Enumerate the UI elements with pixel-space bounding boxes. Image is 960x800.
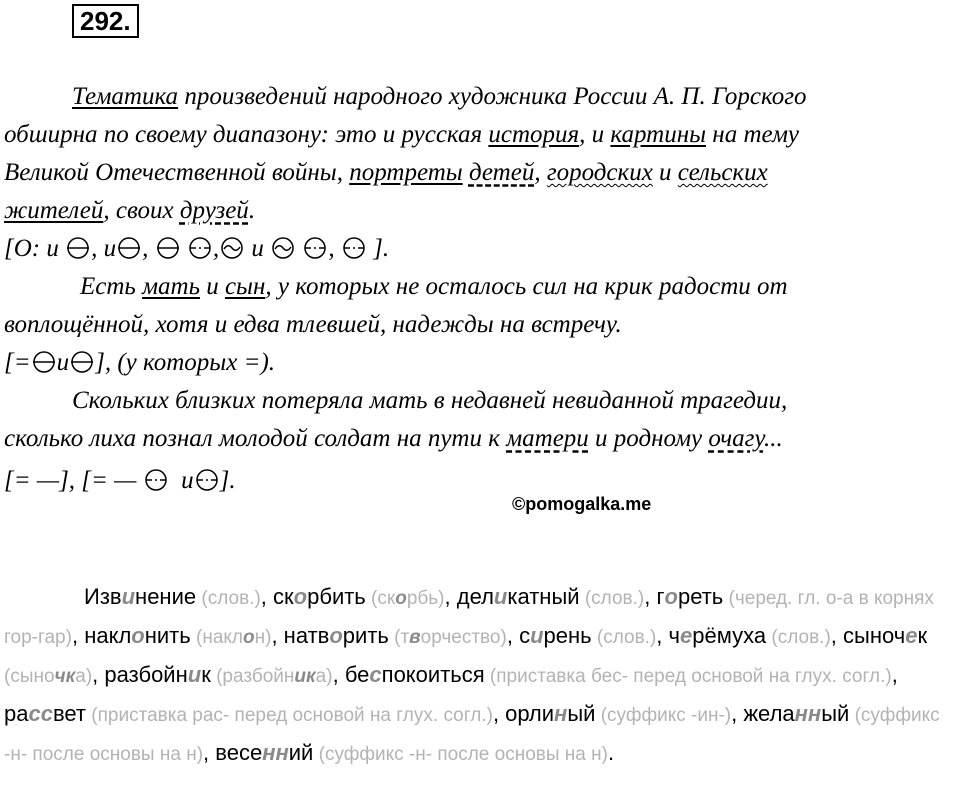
highlighted-letter: о [329,623,343,648]
hint-part: орчество) [420,627,507,648]
word-subject: картины [610,121,707,148]
word-part: г [656,584,665,609]
word-part: Изв [84,584,122,609]
word-part: сыноч [843,623,906,648]
text-fragment: обширна по своему диапазону: это и русская [4,121,489,148]
text-fragment: на тему [706,121,800,148]
scheme-text: , [91,235,98,262]
highlighted-letter: нн [262,740,289,765]
word-part: катный [507,584,580,609]
word-subject: история [488,121,580,148]
word-part: натв [283,623,330,648]
word-part: рёмуха [692,623,767,648]
word-part: орли [505,701,555,726]
hint-highlight: в [409,627,421,648]
separator: , [92,662,105,687]
highlighted-letter: е [680,623,693,648]
circle-dash-dot-icon [304,237,326,259]
scheme-text: , [328,235,335,262]
scheme-text: [= —], [= — [4,467,137,494]
circle-line-icon [118,237,140,259]
spelling-word [4,701,86,726]
exercise-number: 292. [72,4,139,38]
text-fragment: ... [763,425,783,452]
text-fragment: и [199,273,225,300]
sentence1-line4 [4,196,255,226]
hint-part: рбь) [406,588,445,609]
word-subject: мать [142,273,200,300]
highlighted-letter: е [905,623,918,648]
separator: , [492,701,506,726]
spelling-words-paragraph [4,578,956,773]
hint-part: (ск [365,588,396,609]
hint-part: (сыно [4,666,55,687]
hint-highlight: о [243,627,255,648]
spelling-word [215,740,313,765]
separator: , [332,662,345,687]
separator: , [444,584,457,609]
hint: (черед. гл. о-а в корнях гор-гар) [4,588,934,648]
spelling-word [519,623,592,648]
word-part: дел [456,584,494,609]
word-part: ск [273,584,294,609]
text-fragment: . [248,197,256,224]
spelling-word [104,662,210,687]
scheme-text: ]. [219,467,236,494]
circle-dash-dot-icon [196,469,218,491]
scheme-text: , [142,235,149,262]
separator: , [731,701,744,726]
hint [389,627,507,648]
word-part: ч [668,623,680,648]
hint: (суффикс -н- после основы на н) [4,705,940,765]
word-part: к [917,623,928,648]
spelling-word [505,701,595,726]
word-part: бе [344,662,370,687]
scheme-text: ]. [373,235,390,262]
sentence3-line2 [4,424,783,454]
hint-part: (разбойн [210,666,295,687]
word-subject: портреты [349,159,463,186]
hint-highlight: чк [54,666,76,687]
scheme-text: и [251,235,264,262]
circle-wave-icon [221,237,243,259]
highlighted-letter: и [493,584,508,609]
highlighted-letter: и [121,584,136,609]
separator: , [271,623,284,648]
word-object: очагу [708,425,764,452]
word-part: к [201,662,211,687]
word-part: ий [288,740,314,765]
circle-dash-dot-icon [145,469,167,491]
hint: (слов.) [196,588,261,609]
circle-line-icon [157,237,179,259]
scheme1 [4,234,389,264]
word-part: жела [743,701,795,726]
text-fragment: , [534,159,547,186]
word-attribute: детей [468,159,535,186]
spelling-word [273,584,366,609]
text-fragment: , своих [103,197,180,224]
text-fragment: и [652,159,678,186]
text-fragment: и родному [588,425,709,452]
hint [191,627,272,648]
word-subject: жителей [4,197,104,224]
hint: (слов.) [579,588,645,609]
hint-highlight: ик [294,666,316,687]
highlighted-letter: сс [28,701,53,726]
circle-wave-icon [272,237,294,259]
hint-part: (накл [190,627,243,648]
hint [366,588,445,609]
scheme3 [4,466,236,496]
scheme-text: и [181,467,194,494]
highlighted-letter: нн [794,701,822,726]
word-part: с [519,623,531,648]
separator: . [607,740,615,765]
highlighted-letter: и [187,662,202,687]
text-fragment: , и [579,121,611,148]
spelling-word [345,662,485,687]
word-part: ра [4,701,29,726]
hint-part: (т [388,627,410,648]
spelling-word [843,623,927,648]
hint: (слов.) [591,627,657,648]
highlighted-letter: и [530,623,544,648]
scheme-text: и [103,235,117,262]
word-part: рень [543,623,592,648]
word-part: разбойн [104,662,188,687]
highlighted-letter: о [131,623,145,648]
text-fragment: сколько лиха познал молодой солдат на пути к [4,425,507,452]
hint: (приставка бес- перед основой на глух. согл.) [484,666,892,687]
circle-line-icon [71,351,93,373]
spelling-word [743,701,849,726]
hint-part: а) [315,666,333,687]
sentence3-line1 [72,386,787,416]
hint [4,666,92,687]
watermark: ©pomogalka.me [512,494,652,514]
text-fragment: воплощённой, хотя и едва тлевшей, надежды на встречу. [4,311,622,338]
separator: , [644,584,657,609]
word-attribute: друзей [179,197,249,224]
word-subject: Тематика [72,83,179,110]
scheme-text: [= [4,349,31,376]
word-part: нить [144,623,191,648]
highlighted-letter: н [554,701,568,726]
word-part: реть [677,584,724,609]
spelling-word [84,584,196,609]
word-object: матери [506,425,589,452]
hint-highlight: о [395,588,407,609]
text-fragment: Скольких близких потеряла мать в недавней невиданной трагедии, [72,387,788,414]
separator: , [656,623,669,648]
sentence2-line2 [4,310,622,340]
scheme-text: ], (у которых =). [95,349,276,376]
hint: (суффикс -ин-) [595,705,732,726]
spelling-word [656,584,723,609]
word-part: рить [342,623,389,648]
sentence1-line1 [72,82,807,112]
separator: , [891,662,898,687]
spelling-word [457,584,580,609]
separator: , [830,623,844,648]
highlighted-letter: о [293,584,308,609]
circle-dash-dot-icon [343,237,365,259]
spelling-word [84,623,191,648]
scheme-text: и [56,349,70,376]
word-part: покоиться [381,662,485,687]
word-part: нение [135,584,197,609]
word-part: рбить [307,584,366,609]
separator: , [71,623,85,648]
text-fragment: Есть [80,273,143,300]
text-fragment: произведений народного художника России А. П. Горского [178,83,807,110]
sentence1-line3 [4,158,768,188]
text-fragment: , у которых не осталось сил на крик радости от [265,273,788,300]
hint: (слов.) [766,627,831,648]
word-modifier: сельских [677,159,768,186]
word-part: ый [567,701,596,726]
highlighted-letter: о [664,584,678,609]
word-part: ый [821,701,850,726]
word-modifier: городских [546,159,653,186]
highlighted-letter: с [369,662,382,687]
sentence1-line2 [4,120,799,150]
circle-dash-dot-icon [189,237,211,259]
spelling-word [284,623,389,648]
hint-part: а) [75,666,93,687]
hint: (приставка рас- перед основой на глух. согл.) [86,705,493,726]
scheme-text: , [212,235,220,262]
separator: , [260,584,274,609]
spelling-word [669,623,767,648]
word-part: весе [215,740,263,765]
separator: , [506,623,520,648]
scheme2 [4,348,275,378]
scheme-text: [О: и [4,235,59,262]
word-part: накл [84,623,132,648]
hint [211,666,333,687]
text-fragment: Великой Отечественной войны, [4,159,350,186]
circle-line-icon [67,237,89,259]
sentence2-line1 [80,272,788,302]
word-part: вет [52,701,86,726]
circle-line-icon [33,351,55,373]
word-subject: сын [224,273,266,300]
hint: (суффикс -н- после основы на н) [313,744,608,765]
separator: , [203,740,216,765]
hint-part: н) [254,627,272,648]
